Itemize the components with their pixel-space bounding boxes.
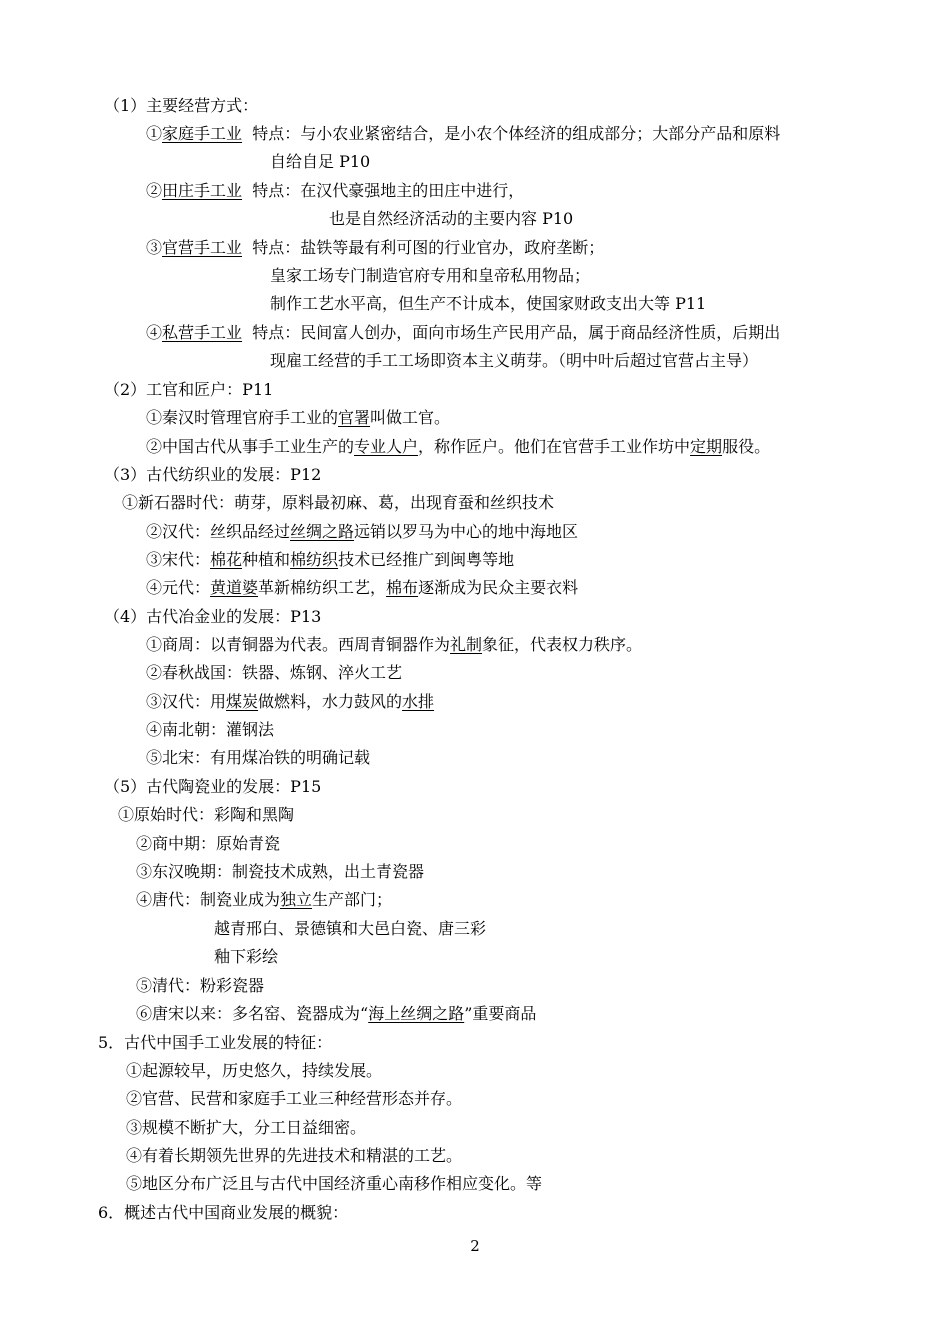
list-item: ②中国古代从事手工业生产的专业人户，称作匠户。他们在官营手工业作坊中定期服役。: [146, 437, 771, 456]
list-item: ①新石器时代：萌芽，原料最初麻、葛，出现育蚕和丝织技术: [122, 493, 555, 512]
section-5-heading: （5）古代陶瓷业的发展：P15: [104, 777, 322, 796]
list-item: ④有着长期领先世界的先进技术和精湛的工艺。: [126, 1146, 463, 1165]
list-item-continuation: 釉下彩绘: [214, 947, 279, 966]
list-item: ④唐代：制瓷业成为独立生产部门；: [136, 890, 393, 909]
list-item: ⑤清代：粉彩瓷器: [136, 976, 265, 995]
list-item-official-handicraft: ③官营手工业 特点：盐铁等最有利可图的行业官办，政府垄断；: [146, 238, 605, 257]
list-item: ③东汉晚期：制瓷技术成熟，出土青瓷器: [136, 862, 425, 881]
page-number: 2: [470, 1237, 480, 1255]
term-manor-handicraft: 田庄手工业: [162, 181, 243, 200]
list-item: ②官营、民营和家庭手工业三种经营形态并存。: [126, 1089, 463, 1108]
list-item: ①秦汉时管理官府手工业的官署叫做工官。: [146, 408, 451, 427]
list-item: ①商周：以青铜器为代表。西周青铜器作为礼制象征，代表权力秩序。: [146, 635, 643, 654]
list-item-manor-handicraft: ②田庄手工业 特点：在汉代豪强地主的田庄中进行，: [146, 181, 525, 200]
list-item: ①起源较早，历史悠久，持续发展。: [126, 1061, 383, 1080]
list-item: ⑤地区分布广泛且与古代中国经济重心南移作相应变化。等: [126, 1174, 543, 1193]
list-item: ③宋代：棉花种植和棉纺织技术已经推广到闽粤等地: [146, 550, 515, 569]
list-item: ②商中期：原始青瓷: [136, 834, 281, 853]
question-5-heading: 5．古代中国手工业发展的特征：: [98, 1033, 333, 1052]
section-4-heading: （4）古代冶金业的发展：P13: [104, 607, 322, 626]
list-item: ③规模不断扩大，分工日益细密。: [126, 1118, 367, 1137]
section-1-heading: （1）主要经营方式：: [104, 96, 259, 115]
list-item-continuation: 制作工艺水平高，但生产不计成本，使国家财政支出大等 P11: [270, 294, 707, 313]
list-item: ④元代：黄道婆革新棉纺织工艺，棉布逐渐成为民众主要衣料: [146, 578, 579, 597]
list-item-continuation: 自给自足 P10: [270, 152, 371, 171]
list-item: ②汉代：丝织品经过丝绸之路远销以罗马为中心的地中海地区: [146, 522, 579, 541]
list-item-private-handicraft: ④私营手工业 特点：民间富人创办，面向市场生产民用产品，属于商品经济性质，后期出: [146, 323, 781, 342]
list-item: ④南北朝：灌钢法: [146, 720, 275, 739]
question-6-heading: 6．概述古代中国商业发展的概貌：: [98, 1203, 349, 1222]
term-official-handicraft: 官营手工业: [162, 238, 243, 257]
list-item-continuation: 越青邢白、景德镇和大邑白瓷、唐三彩: [214, 919, 487, 938]
list-item: ⑤北宋：有用煤冶铁的明确记载: [146, 748, 371, 767]
list-item-continuation: 也是自然经济活动的主要内容 P10: [329, 209, 574, 228]
list-item-household-handicraft: ①家庭手工业 特点：与小农业紧密结合，是小农个体经济的组成部分；大部分产品和原料: [146, 124, 781, 143]
list-item: ①原始时代：彩陶和黑陶: [118, 805, 295, 824]
section-2-heading: （2）工官和匠户：P11: [104, 380, 274, 399]
section-3-heading: （3）古代纺织业的发展：P12: [104, 465, 322, 484]
list-item-continuation: 皇家工场专门制造官府专用和皇帝私用物品；: [270, 266, 591, 285]
list-item: ②春秋战国：铁器、炼钢、淬火工艺: [146, 663, 403, 682]
term-private-handicraft: 私营手工业: [162, 323, 243, 342]
list-item: ③汉代：用煤炭做燃料，水力鼓风的水排: [146, 692, 435, 711]
list-item: ⑥唐宋以来：多名窑、瓷器成为“海上丝绸之路”重要商品: [136, 1004, 537, 1023]
list-item-continuation: 现雇工经营的手工工场即资本主义萌芽。（明中叶后超过官营占主导）: [270, 351, 759, 370]
term-household-handicraft: 家庭手工业: [162, 124, 243, 143]
